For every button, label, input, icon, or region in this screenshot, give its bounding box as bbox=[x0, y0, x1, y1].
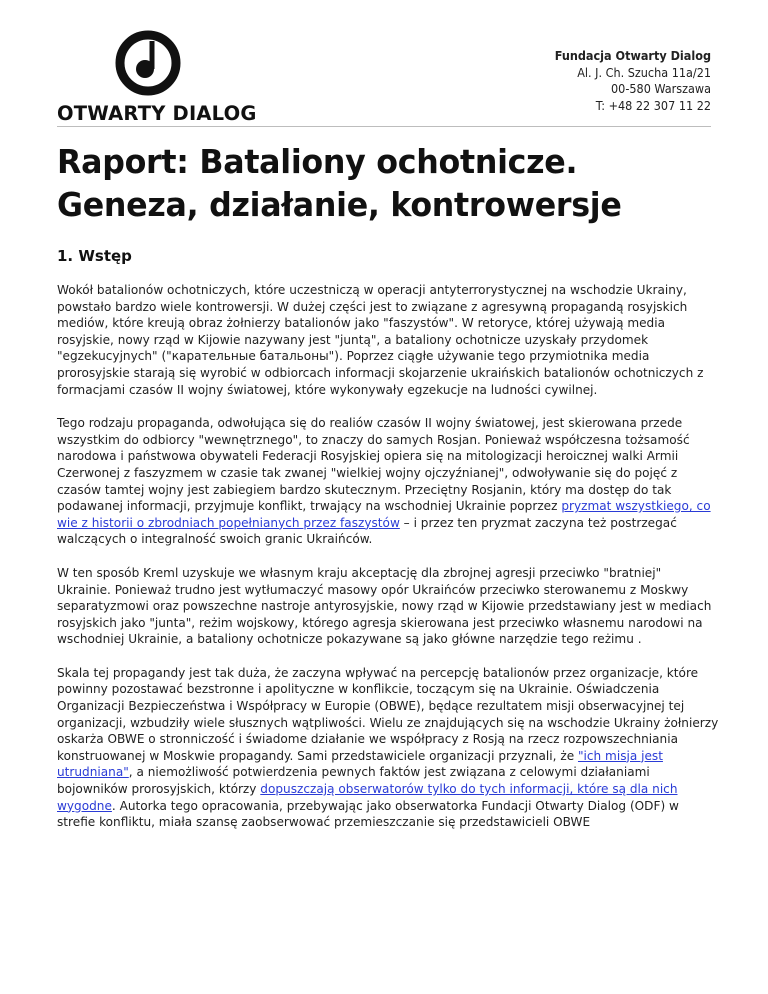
link-fascist-crimes[interactable]: pryzmat wszystkiego, co wie z historii o zbrodniach popełnianych przez faszystów bbox=[57, 499, 711, 531]
header-divider bbox=[57, 126, 711, 127]
paragraph-4-text-b: , a niemożliwość potwierdzenia pewnych faktów jest związana z celowymi działaniami bojowników prorosyjskich, którzy bbox=[57, 765, 650, 798]
paragraph-4-text-c: . Autorka tego opracowania, przebywając jako obserwatorka Fundacji Otwarty Dialog (ODF) w strefie konfliktu, miała szansę zaobserwować przemieszczanie się przedstawicieli OBWE bbox=[57, 798, 679, 831]
paragraph-4-text-a: Skala tej propagandy jest tak duża, że zaczyna wpływać na percepcję batalionów przez organizacje, które powinny pozostawać bezstronne i apolityczne w konflikcie, toczącym się na Ukrainie. Oświadczenia Organizacji Bezpieczeństwa i Współpracy w Europie (OBWE), będące rezultatem misji obserwacyjnej tej organizacji, wzbudziły wiele słusznych wątpliwości. Wielu ze znajdujących się na wschodzie Ukrainy żołnierzy oskarża OBWE o stronniczość i świadome działanie we współpracy z Rosją na rzecz rozpowszechniania konstruowanej w Moskwie propagandy. Sami przedstawiciele organizacji przyznali, że bbox=[57, 665, 719, 764]
paragraph-2-text-a: Tego rodzaju propaganda, odwołująca się do realiów czasów II wojny światowej, jest skierowana przede wszystkim do odbiorcy "wewnętrznego", to znaczy do samych Rosjan. Ponieważ współczesna tożsamość narodowa i państwowa obywateli Federacji Rosyjskiej opiera się na mitologizacji heroicznej walki Armii Czerwonej z faszyzmem w czasie tak zwanej "wielkiej wojny ojczyźnianej", odwoływanie się do pojęć z czasów tamtej wojny jest zabiegiem bardzo skutecznym. Przeciętny Rosjanin, który ma dostęp do tak podawanej informacji, przyjmuje konflikt, trwający na wschodniej Ukrainie poprzez bbox=[57, 416, 690, 515]
address-block bbox=[555, 48, 711, 114]
address-city: 00-580 Warszawa bbox=[611, 81, 711, 96]
paragraph-2-text-b: – i przez ten pryzmat zaczyna też postrzegać walczących o integralność swoich granic Ukraińców. bbox=[57, 515, 677, 548]
paragraph-1: Wokół batalionów ochotniczych, które uczestniczą w operacji antyterrorystycznej na wschodzie Ukrainy, powstało bardzo wiele kontrowersji. W dużej części jest to związane z agresywną propagandą rosyjskich mediów, które kreują obraz żołnierzy batalionów jako "faszystów". W retoryce, której używają media rosyjskie, nowy rząd w Kijowie nazywany jest "juntą", a bataliony ochotnicze uzyskały przydomek "egzekucyjnych" ("карательные батальоны"). Poprzez ciągłe używanie tego przymiotnika media prorosyjskie starają się wyrobić w odbiorcach informacji skojarzenie ukraińskich batalionów ochotniczych z formacjami czasów II wojny światowej, które wykonywały egzekucje na ludności cywilnej. bbox=[57, 283, 704, 398]
page-title bbox=[57, 140, 691, 226]
link-mission-hindered[interactable]: "ich misja jest utrudniana" bbox=[57, 748, 663, 781]
paragraph-3: W ten sposób Kreml uzyskuje we własnym kraju akceptację dla zbrojnej agresji przeciwko "bratniej" Ukrainie. Ponieważ trudno jest wytłumaczyć masowy opór Ukraińców przeciwko sterowanemu z Moskwy separatyzmowi oraz powszechne nastroje antyrosyjskie, nowy rząd w Kijowie przedstawiany jest w mediach rosyjskich jako "junta", reżim wojskowy, którego agresja skierowana jest przeciwko własnemu narodowi na wschodniej Ukrainie, a bataliony ochotnicze pokazywane są jako główne narzędzie tego reżimu . bbox=[57, 565, 712, 648]
paragraph-2 bbox=[57, 416, 719, 549]
logo bbox=[57, 30, 257, 125]
address-phone: T: +48 22 307 11 22 bbox=[595, 97, 711, 113]
logo-mark-icon bbox=[115, 30, 181, 96]
link-observers-access[interactable]: dopuszczają obserwatorów tylko do tych informacji, które są dla nich wygodne bbox=[57, 782, 678, 814]
title-line-2: Geneza, działanie, kontrowersje bbox=[57, 185, 622, 224]
paragraph-4 bbox=[57, 666, 719, 832]
logo-text: OTWARTY DIALOG bbox=[57, 102, 257, 125]
report-body bbox=[57, 283, 757, 849]
address-street: Al. J. Ch. Szucha 11a/21 bbox=[577, 64, 711, 80]
section-heading: 1. Wstęp bbox=[57, 247, 132, 265]
title-line-1: Raport: Bataliony ochotnicze. bbox=[57, 142, 578, 181]
address-org: Fundacja Otwarty Dialog bbox=[554, 48, 711, 63]
